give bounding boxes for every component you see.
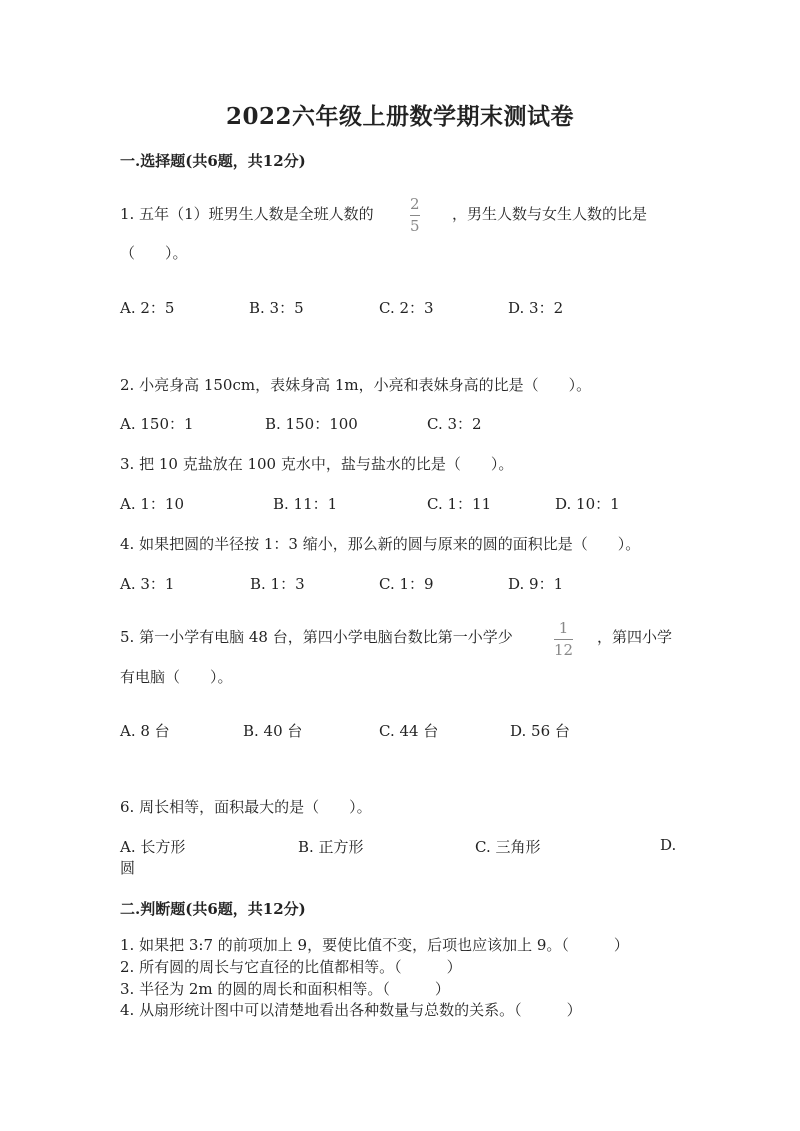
question-2-option-b: B. 150：100 [265, 415, 358, 433]
judgement-item-2: 2. 所有圆的周长与它直径的比值都相等。（ ） [120, 958, 462, 976]
question-1-text-line2: （ ）。 [120, 244, 188, 262]
question-1-option-b: B. 3：5 [249, 299, 304, 317]
question-4-text: 4. 如果把圆的半径按 1：3 缩小，那么新的圆与原来的圆的面积比是（ ）。 [120, 535, 641, 553]
question-2-option-a: A. 150：1 [120, 415, 194, 433]
question-4-option-b: B. 1：3 [250, 575, 305, 593]
fraction-denominator: 12 [554, 641, 574, 659]
question-5-option-c: C. 44 台 [379, 722, 439, 740]
question-6-option-d: D. [660, 836, 677, 854]
question-1-text-part2: ，男生人数与女生人数的比是 [452, 205, 648, 223]
fraction-bar [554, 639, 573, 640]
question-5-text-part2: ，第四小学 [597, 628, 673, 646]
judgement-item-1: 1. 如果把 3:7 的前项加上 9，要使比值不变，后项也应该加上 9。（ ） [120, 936, 629, 954]
question-1-option-a: A. 2：5 [120, 299, 175, 317]
fraction-bar [410, 215, 420, 216]
question-4-option-a: A. 3：1 [120, 575, 175, 593]
question-6-text: 6. 周长相等，面积最大的是（ ）。 [120, 798, 372, 816]
page-title: 2022六年级上册数学期末测试卷 [225, 103, 574, 130]
section-heading-choice: 一.选择题(共6题，共12分) [120, 152, 306, 170]
fraction-numerator: 1 [558, 619, 569, 637]
question-2-option-c: C. 3：2 [427, 415, 482, 433]
question-5-option-a: A. 8 台 [120, 722, 170, 740]
judgement-item-4: 4. 从扇形统计图中可以清楚地看出各种数量与总数的关系。（ ） [120, 1001, 582, 1019]
question-4-option-c: C. 1：9 [379, 575, 434, 593]
question-5-fraction [554, 621, 573, 658]
question-3-option-d: D. 10：1 [555, 495, 620, 513]
question-3-option-c: C. 1：11 [427, 495, 492, 513]
question-6-option-a: A. 长方形 [120, 838, 186, 856]
question-3-option-a: A. 1：10 [120, 495, 184, 513]
question-2-text: 2. 小亮身高 150cm，表妹身高 1m，小亮和表妹身高的比是（ ）。 [120, 376, 592, 394]
question-5-text-part1: 5. 第一小学有电脑 48 台，第四小学电脑台数比第一小学少 [120, 628, 513, 646]
judgement-item-3: 3. 半径为 2m 的圆的周长和面积相等。（ ） [120, 980, 450, 998]
question-1-fraction [410, 197, 420, 234]
question-4-option-d: D. 9：1 [508, 575, 564, 593]
fraction-numerator: 2 [410, 195, 420, 213]
question-5-option-b: B. 40 台 [243, 722, 303, 740]
question-6-option-d-continued: 圆 [120, 859, 136, 877]
section-heading-judgement: 二.判断题(共6题，共12分) [120, 900, 306, 918]
fraction-denominator: 5 [410, 217, 420, 235]
question-6-option-c: C. 三角形 [475, 838, 541, 856]
question-5-text-line2: 有电脑（ ）。 [120, 668, 233, 686]
question-3-text: 3. 把 10 克盐放在 100 克水中，盐与盐水的比是（ ）。 [120, 455, 514, 473]
question-6-option-b: B. 正方形 [298, 838, 364, 856]
question-3-option-b: B. 11：1 [273, 495, 338, 513]
question-5-option-d: D. 56 台 [510, 722, 570, 740]
question-1-text-part1: 1. 五年（1）班男生人数是全班人数的 [120, 205, 374, 223]
question-1-option-c: C. 2：3 [379, 299, 434, 317]
question-1-option-d: D. 3：2 [508, 299, 564, 317]
